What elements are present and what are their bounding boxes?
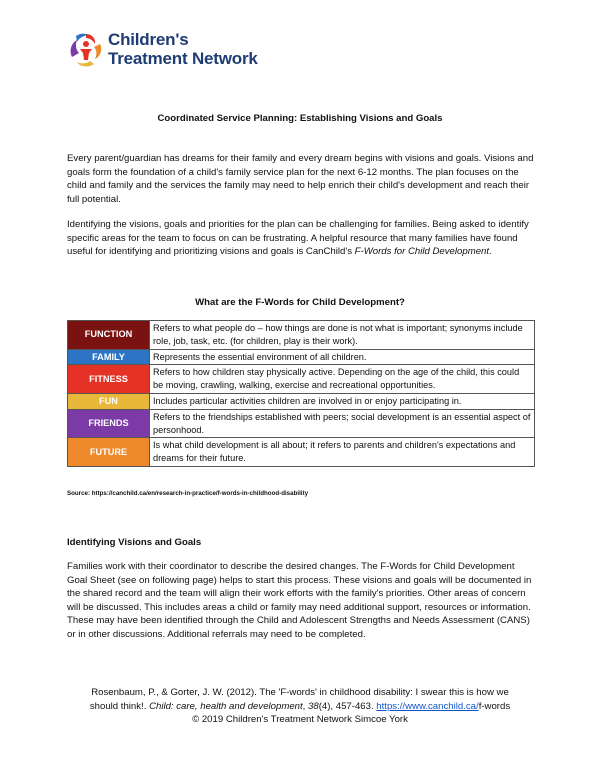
ref-journal: Child: care, health and development [149,700,303,712]
fword-description: Refers to the friendships established with peers; social development is an essential aspect of personhood. [150,409,535,438]
reference-block [0,686,600,727]
ref-link[interactable]: https://www.canchild.ca/ [376,700,479,712]
org-name [108,30,258,68]
fword-label: FUN [68,393,150,409]
fword-description: Refers to what people do – how things are done is not what is important; synonyms include role, job, task, etc. (for children, play is their work). [150,321,535,350]
ctn-logo-icon [66,30,106,70]
org-name-line2: Treatment Network [108,49,258,68]
intro-p2-text: Identifying the visions, goals and priorities for the plan can be challenging for families. Being asked to identify specific areas for the team to focus on can be frustrating. A helpful resource that many families have found useful for identifying and prioritizing visions and goals is CanChild's [67,219,529,258]
fword-description: Is what child development is all about; it refers to parents and children's expectations and dreams for their future. [150,438,535,467]
ref-text-d: f-words [478,700,511,712]
fword-label: FAMILY [68,349,150,365]
fword-row [68,321,535,350]
section-heading: Identifying Visions and Goals [67,537,202,548]
ref-text-c: (4), 457-463. [318,700,377,712]
org-name-line1: Children's [108,30,189,49]
fwords-table [67,320,535,467]
table-source: Source: https://canchild.ca/en/research-in-practice/f-words-in-childhood-disability [67,490,309,497]
reference-line-2 [0,700,600,714]
fword-row [68,393,535,409]
fword-label: FUNCTION [68,321,150,350]
fword-description: Refers to how children stay physically active. Depending on the age of the child, this could be moving, crawling, walking, exercise and recreational opportunities. [150,365,535,394]
ref-text-b: , [302,700,309,712]
fword-row [68,365,535,394]
org-logo [66,28,266,74]
page-title: Coordinated Service Planning: Establishing Visions and Goals [157,113,443,124]
copyright-line: © 2019 Children's Treatment Network Simcoe York [192,714,408,726]
intro-paragraph-1: Every parent/guardian has dreams for their family and every dream begins with visions and goals. Visions and goals form the foundation of a child's family service plan for the next 6-12 months. The plan focuses on the child and family and the services the family may need to help enrich their child's development and reach their full potential. [67,153,534,205]
fword-label: FITNESS [68,365,150,394]
fword-label: FRIENDS [68,409,150,438]
fword-label: FUTURE [68,438,150,467]
intro-paragraph-2 [67,218,535,259]
reference-line-1: Rosenbaum, P., & Gorter, J. W. (2012). The 'F-words' in childhood disability: I swear this is how we [91,687,509,698]
fword-row [68,349,535,365]
fword-row [68,409,535,438]
intro-p2-end: . [489,246,492,258]
ref-text-a: should think!. [89,700,150,712]
fwords-title-italic: F-Words for Child Development [354,246,490,258]
fword-description: Represents the essential environment of all children. [150,349,535,365]
fword-row [68,438,535,467]
fwords-heading: What are the F-Words for Child Development? [195,297,405,308]
ref-volume: 38 [308,700,319,712]
section-paragraph: Families work with their coordinator to describe the desired changes. The F-Words for Child Development Goal Sheet (see on following page) helps to start this process. These visions and goals will be documented in the shared record and the team will align their work efforts with the family's priorities. Other areas of concern will be discussed. This includes areas a child or family may need additional support, resources or information. These may have been identified through the Child and Adolescent Strengths and Needs Assessment (CANS) or in other discussions. Additional referrals may need to be completed. [67,561,532,640]
fword-description: Includes particular activities children are involved in or enjoy participating in. [150,393,535,409]
